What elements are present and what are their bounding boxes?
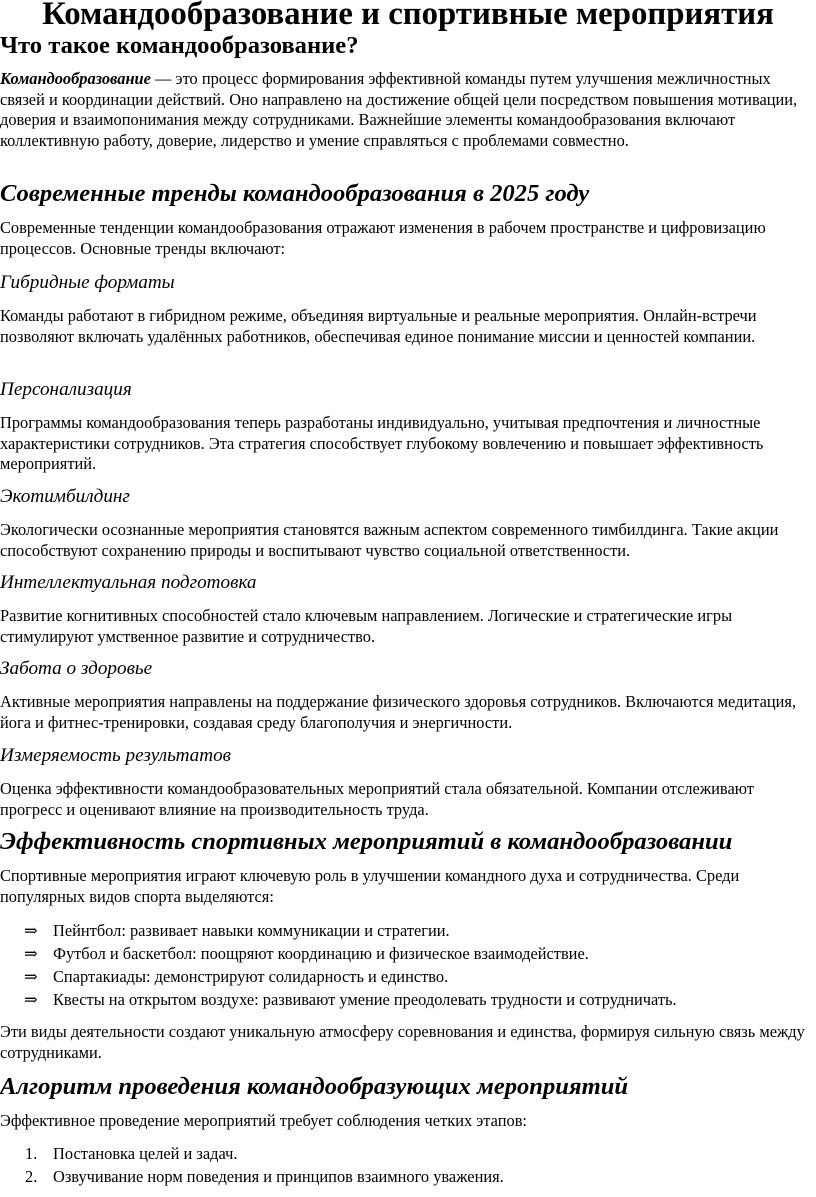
trend-text-measurability: Оценка эффективности командообразовательных мероприятий стала обязательной. Компании отслеживают прогресс и оценивают влияние на производительность труда.	[0, 779, 754, 819]
list-item-text: Спартакиады: демонстрируют солидарность и единство.	[53, 967, 449, 986]
definition-text: — это процесс формирования эффективной команды путем улучшения межличностных связей и координации действий. Оно направлено на достижение общей цели посредством повышения мотивации, доверия и взаимопонимания между сотрудниками. Важнейшие элементы командообразования включают коллективную работу, доверие, лидерство и умение справляться с проблемами совместно.	[0, 69, 798, 151]
trend-text-hybrid: Команды работают в гибридном режиме, объединяя виртуальные и реальные мероприятия. Онлайн-встречи позволяют включать удалённых работников, обеспечивая единое понимание миссии и ценностей компании.	[0, 306, 757, 346]
trend-title-intellectual: Интеллектуальная подготовка	[0, 572, 257, 593]
algorithm-steps	[0, 1144, 816, 1190]
algorithm-intro: Эффективное проведение мероприятий требует соблюдения четких этапов:	[0, 1111, 527, 1130]
trend-text-eco: Экологически осознанные мероприятия становятся важным аспектом современного тимбилдинга. Такие акции способствуют сохранению природы и воспитывают чувство социальной ответственности.	[0, 520, 779, 560]
list-item	[0, 967, 816, 990]
question-heading: Что такое командообразование?	[0, 32, 359, 59]
arrow-right-icon: ⇒	[24, 944, 38, 963]
sports-intro: Спортивные мероприятия играют ключевую роль в улучшении командного духа и сотрудничества. Среди популярных видов спорта выделяются:	[0, 866, 740, 906]
trend-text-personalization: Программы командообразования теперь разработаны индивидуально, учитывая предпочтения и личностные характеристики сотрудников. Эта стратегия способствует глубокому вовлечению и повышает эффективность мероприятий.	[0, 413, 764, 474]
sports-outro: Эти виды деятельности создают уникальную атмосферу соревнования и единства, формируя сильную связь между сотрудниками.	[0, 1022, 805, 1062]
document-title: Командообразование и спортивные мероприятия	[42, 0, 774, 32]
definition-paragraph	[0, 69, 816, 152]
sports-list	[0, 921, 816, 1013]
list-item-text: Футбол и баскетбол: поощряют координацию и физическое взаимодействие.	[53, 944, 589, 963]
trend-title-measurability: Измеряемость результатов	[0, 745, 231, 766]
sports-heading: Эффективность спортивных мероприятий в командообразовании	[0, 828, 733, 855]
arrow-right-icon: ⇒	[24, 990, 38, 1009]
trends-intro: Современные тенденции командообразования отражают изменения в рабочем пространстве и цифровизацию процессов. Основные тренды включают:	[0, 218, 766, 258]
trend-title-personalization: Персонализация	[0, 379, 132, 400]
list-item-text: Квесты на открытом воздухе: развивают умение преодолевать трудности и сотрудничать.	[53, 990, 677, 1009]
step-number: 1.	[25, 1144, 38, 1163]
arrow-right-icon: ⇒	[24, 967, 38, 986]
step-text: Озвучивание норм поведения и принципов взаимного уважения.	[53, 1167, 504, 1186]
list-item	[0, 944, 816, 967]
trend-title-hybrid: Гибридные форматы	[0, 272, 175, 293]
trend-text-intellectual: Развитие когнитивных способностей стало ключевым направлением. Логические и стратегические игры стимулируют умственное развитие и сотрудничество.	[0, 606, 733, 646]
trends-heading: Современные тренды командообразования в 2025 году	[0, 180, 590, 207]
list-item	[0, 921, 816, 944]
trend-title-health: Забота о здоровье	[0, 658, 153, 679]
definition-term: Командообразование	[0, 69, 151, 88]
trend-title-eco: Экотимбилдинг	[0, 486, 130, 507]
step-text: Постановка целей и задач.	[53, 1144, 238, 1163]
algorithm-heading: Алгоритм проведения командообразующих мероприятий	[0, 1073, 629, 1100]
list-item-text: Пейнтбол: развивает навыки коммуникации и стратегии.	[53, 921, 450, 940]
step-number: 2.	[25, 1167, 38, 1186]
list-item	[0, 990, 816, 1013]
arrow-right-icon: ⇒	[24, 921, 38, 940]
list-item	[0, 1167, 816, 1190]
list-item	[0, 1144, 816, 1167]
trend-text-health: Активные мероприятия направлены на поддержание физического здоровья сотрудников. Включаются медитация, йога и фитнес-тренировки, создавая среду благополучия и энергичности.	[0, 692, 797, 732]
